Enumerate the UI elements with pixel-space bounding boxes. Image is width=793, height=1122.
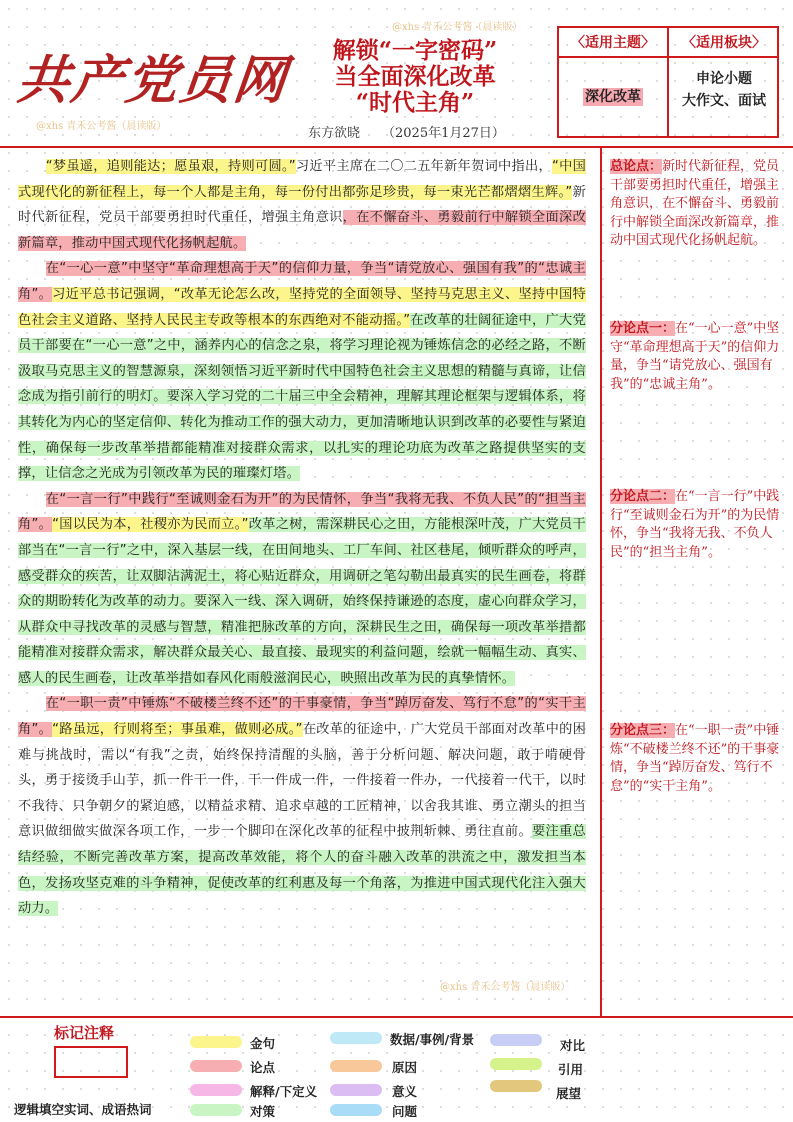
section-line: 大作文、面试: [682, 93, 766, 109]
logo-text: 共产党员网: [14, 50, 291, 111]
legend-label: 问题: [392, 1104, 418, 1119]
section-value: [669, 68, 779, 112]
byline: [308, 122, 527, 141]
argument-text: 在“一言一行”中践行“至诚则金石为开”的为民情怀，争当“我将无我、不负人民”的“担当主角”。: [18, 491, 586, 533]
legend-label: 对比: [560, 1038, 586, 1053]
golden-sentence: “梦虽遥，追则能达；愿虽艰，持则可圆。”: [45, 159, 296, 174]
side-note-2: [610, 488, 780, 562]
golden-sentence: “路虽远，行则将至；事虽难，做则必成。”: [52, 722, 303, 738]
theme-value-text: 深化改革: [585, 89, 641, 105]
title-line: 解锁“一字密码”: [332, 37, 498, 64]
section-header: 〈适用板块〉: [682, 35, 766, 51]
legend-swatch: [330, 1104, 382, 1116]
legend-swatch: [190, 1084, 242, 1096]
legend-label: 金句: [250, 1036, 276, 1051]
argument-text: 在“一心一意”中坚守“革命理想高于天”的信仰力量，争当“请党放心、强国有我”的“忠诚主角”。: [18, 261, 586, 302]
legend-label: 引用: [558, 1062, 584, 1077]
watermark: @xhs 青禾公考酱（晨读版）: [36, 121, 167, 132]
bottom-divider: [0, 1016, 793, 1018]
golden-sentence: “国以民为本，社稷亦为民而立。”: [52, 517, 249, 533]
side-note-label: 分论点二：: [610, 489, 676, 504]
title-line: 当全面深化改革: [334, 63, 496, 90]
side-note-label: 分论点一：: [610, 321, 676, 336]
legend-swatch: [490, 1058, 542, 1070]
side-note-text: 在“一心一意”中坚守“革命理想高于天”的信仰力量，争当“请党放心、强国有我”的“忠诚主角”。: [610, 321, 780, 392]
legend-swatch: [190, 1060, 242, 1072]
table-divider: [559, 56, 777, 58]
legend-label: 解释/下定义: [250, 1084, 318, 1099]
top-divider: [0, 146, 793, 148]
legend-label: 意义: [392, 1084, 418, 1099]
side-note-text: 在“一职一责”中锤炼“不破楼兰终不还”的干事豪情，争当“踔厉奋发、笃行不怠”的“实干主角”。: [610, 723, 780, 794]
legend-swatch: [330, 1060, 382, 1072]
body-text: 在改革的征途中，广大党员干部面对改革中的困难与挑战时，需以“有我”之责，始终保持清醒的头脑，善于分析问题、解决问题，敢于啃硬骨头，勇于接烫手山芋，抓一件干一件，干一件成一件，一件接着一件办，一代接着一代干，以时不我待、只争朝夕的紧迫感，以精益求精、追求卓越的工匠精神，以舍我其谁、勇立潮头的担当意识做细做实做深各项工作，一步一个脚印在深化改革的征程中披荆斩棘、勇往直前。: [18, 722, 587, 840]
paragraph: [18, 154, 586, 256]
side-note-text: 新时代新征程，党员干部要勇担时代重任，增强主角意识，在不懈奋斗、勇毅前行中解锁全面深改新篇章，推动中国式现代化扬帆起航。: [610, 159, 780, 248]
paragraph: [18, 487, 586, 692]
legend-label: 原因: [392, 1060, 418, 1075]
legend-label: 数据/事例/背景: [390, 1032, 475, 1047]
golden-sentence: “中国式现代化的新征程上，每一个人都是主角，每一份付出都弥足珍贵，每一束光芒都熠熠生辉。”: [18, 159, 587, 200]
title-line: “时代主角”: [355, 89, 475, 116]
measure-text: 在改革的壮阔征途中，广大党员干部要在“一心一意”之中，涵养内心的信念之泉，将学习理论视为锤炼信念的必经之路，不断汲取马克思主义的智慧源泉，深刻领悟习近平新时代中国特色社会主义思想的精髓与真谛，让信念成为指引前行的明灯。要深入学习党的二十届三中全会精神，理解其理论框架与逻辑体系，将其转化为内心的坚定信仰、转化为推动工作的强大动力，更加清晰地认识到改革的必要性与紧迫性，确保每一步改革举措都能精准对接群众需求，以扎实的理论功底为改革之路提供坚实的支撑，让信念之光成为引领改革为民的璀璨灯塔。: [18, 312, 587, 482]
legend-label: 对策: [250, 1104, 276, 1119]
side-note-label: 总论点：: [610, 159, 663, 174]
legend-swatch: [190, 1036, 242, 1048]
body-text: 新时代新征程，党员干部要勇担时代重任，增强主角意识: [18, 184, 586, 226]
watermark: @xhs 青禾公考酱（晨读版）: [440, 982, 571, 993]
golden-sentence: 习近平总书记强调，“改革无论怎么改，坚持党的全面领导、坚持马克思主义、坚持中国特色社会主义道路、坚持人民民主专政等根本的东西绝对不能动摇。”: [18, 286, 586, 328]
author: 东方欲晓: [308, 126, 361, 141]
argument-text: 在“一职一责”中锤炼“不破楼兰终不还”的干事豪情，争当“踔厉奋发、笃行不怠”的“实干主角”。: [18, 696, 586, 738]
publish-date: （2025年1月27日）: [382, 126, 505, 141]
legend-swatch: [330, 1032, 382, 1044]
legend-swatch: [190, 1104, 242, 1116]
legend-swatch: [330, 1084, 382, 1096]
article-title: [295, 38, 535, 116]
article-body: [18, 154, 586, 922]
legend-box: [54, 1046, 128, 1078]
section-line: 申论小题: [696, 71, 752, 87]
argument-text: ，在不懈奋斗、勇毅前行中解锁全面深改新篇章，推动中国式现代化扬帆起航。: [18, 210, 587, 251]
paragraph: [18, 691, 586, 921]
side-note-main: [610, 158, 780, 251]
body-text: 习近平主席在二〇二五年新年贺词中指出，: [295, 159, 552, 174]
legend-swatch: [490, 1034, 542, 1046]
measure-text: 要注重总结经验，不断完善改革方案，提高改革效能，将个人的奋斗融入改革的洪流之中，激发担当本色，发扬攻坚克难的斗争精神，促使改革的红利惠及每一个角落，为推进中国式现代化注入强大动力。: [18, 824, 586, 917]
paragraph: [18, 256, 586, 486]
legend-label: 论点: [250, 1060, 276, 1075]
side-note-1: [610, 320, 780, 394]
column-divider: [600, 146, 602, 1016]
info-table: [557, 26, 779, 138]
theme-header: 〈适用主题〉: [571, 35, 655, 51]
legend-footer: 逻辑填空实词、成语热词: [14, 1102, 152, 1117]
side-note-3: [610, 722, 780, 796]
theme-value: [559, 86, 667, 106]
side-note-label: 分论点三：: [610, 723, 676, 738]
legend-swatch: [490, 1080, 542, 1092]
measure-text: 改革之树，需深耕民心之田，方能根深叶茂，广大党员干部当在“一言一行”之中，深入基层一线，在田间地头、工厂车间、社区巷尾，倾听群众的呼声，感受群众的疾苦，让双脚沾满泥土，将心贴近群众，用调研之笔勾勒出最真实的民生画卷，将群众的期盼转化为改革的动力。要深入一线、深入调研，始终保持谦逊的态度，虚心向群众学习，从群众中寻找改革的灵感与智慧，精准把脉改革的方向，深耕民生之田，确保每一项改革举措都能精准对接群众需求，解决群众最关心、最直接、最现实的利益问题，绘就一幅幅生动、真实、感人的民生画卷，让改革举措如春风化雨般滋润民心，映照出改革为民的真挚情怀。: [18, 517, 586, 686]
side-note-text: 在“一言一行”中践行“至诚则金石为开”的为民情怀，争当“我将无我、不负人民”的“担当主角”。: [610, 489, 780, 560]
legend-title: 标记注释: [54, 1024, 115, 1042]
legend-label: 展望: [556, 1086, 582, 1101]
watermark: @xhs 青禾公考酱（晨读版）: [392, 22, 523, 33]
